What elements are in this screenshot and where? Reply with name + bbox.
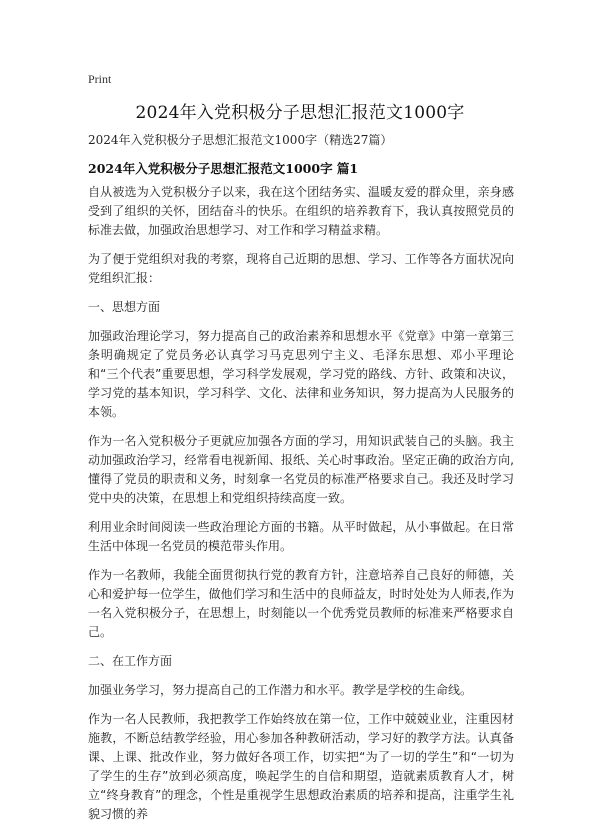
paragraph-intro: 自从被选为入党积极分子以来，我在这个团结务实、温暖友爱的群众里，亲身感受到了组织的关怀，团结奋斗的快乐。在组织的培养教育下，我认真按照党员的标准去做，加强政治思想学习、对工作和学习精益求精。 [88, 185, 514, 237]
section-heading: 2024年入党积极分子思想汇报范文1000字 篇1 [88, 161, 359, 176]
subheading-work: 二、在工作方面 [88, 654, 173, 668]
paragraph-business-study: 加强业务学习，努力提高自己的工作潜力和水平。教学是学校的生命线。 [88, 683, 473, 697]
paragraph-theory-study: 加强政治理论学习，努力提高自己的政治素养和思想水平《党章》中第一章第三条明确规定了党员务必认真学习马克思列宁主义、毛泽东思想、邓小平理论和“三个代表”重要思想，学习科学发展观，学习党的路线、方针、政策和决议，学习党的基本知识，学习科学、文化、法律和业务知识，努力提高为人民服务的本领。 [88, 329, 514, 419]
document-body [88, 183, 514, 834]
document-subtitle: 2024年入党积极分子思想汇报范文1000字（精选27篇） [88, 133, 393, 147]
paragraph-teaching-work: 作为一名人民教师，我把教学工作始终放在第一位，工作中兢兢业业，注重因材施教，不断总结教学经验，用心参加各种教研活动，学习好的教学方法。认真备课、上课、批改作业，努力做好各项工作，切实把“为了一切的学生”和“一切为了学生的生存”放到必须高度，唤起学生的自信和期望，造就素质教育人才，树立“终身教育”的理念，个性是重视学生思想政治素质的培养和提高，注重学生礼貌习惯的养 [88, 712, 514, 821]
print-link[interactable]: Print [88, 72, 112, 86]
paragraph-report-purpose: 为了便于党组织对我的考察，现将自己近期的思想、学习、工作等各方面状况向党组织汇报： [88, 252, 514, 285]
paragraph-teacher-ethics: 作为一名教师，我能全面贯彻执行党的教育方针，注意培养自己良好的师德，关心和爱护每一位学生，做他们学习和生活中的良师益友，时时处处为人师表,作为一名入党积极分子，在思想上，时刻能以一个优秀党员教师的标准来严格要求自己。 [88, 568, 514, 639]
paragraph-reading: 利用业余时间阅读一些政治理论方面的书籍。从平时做起，从小事做起。在日常生活中体现一名党员的模范带头作用。 [88, 520, 514, 553]
subheading-thought: 一、思想方面 [88, 300, 161, 314]
document-title: 2024年入党积极分子思想汇报范文1000字 [135, 103, 465, 123]
paragraph-political-study: 作为一名入党积极分子更就应加强各方面的学习，用知识武装自己的头脑。我主动加强政治学习，经常看电视新闻、报纸、关心时事政治。坚定正确的政治方向,懂得了党员的职责和义务，时刻拿一名党员的标准严格要求自己。我还及时学习党中央的决策，在思想上和党组织持续高度一致。 [88, 434, 514, 505]
